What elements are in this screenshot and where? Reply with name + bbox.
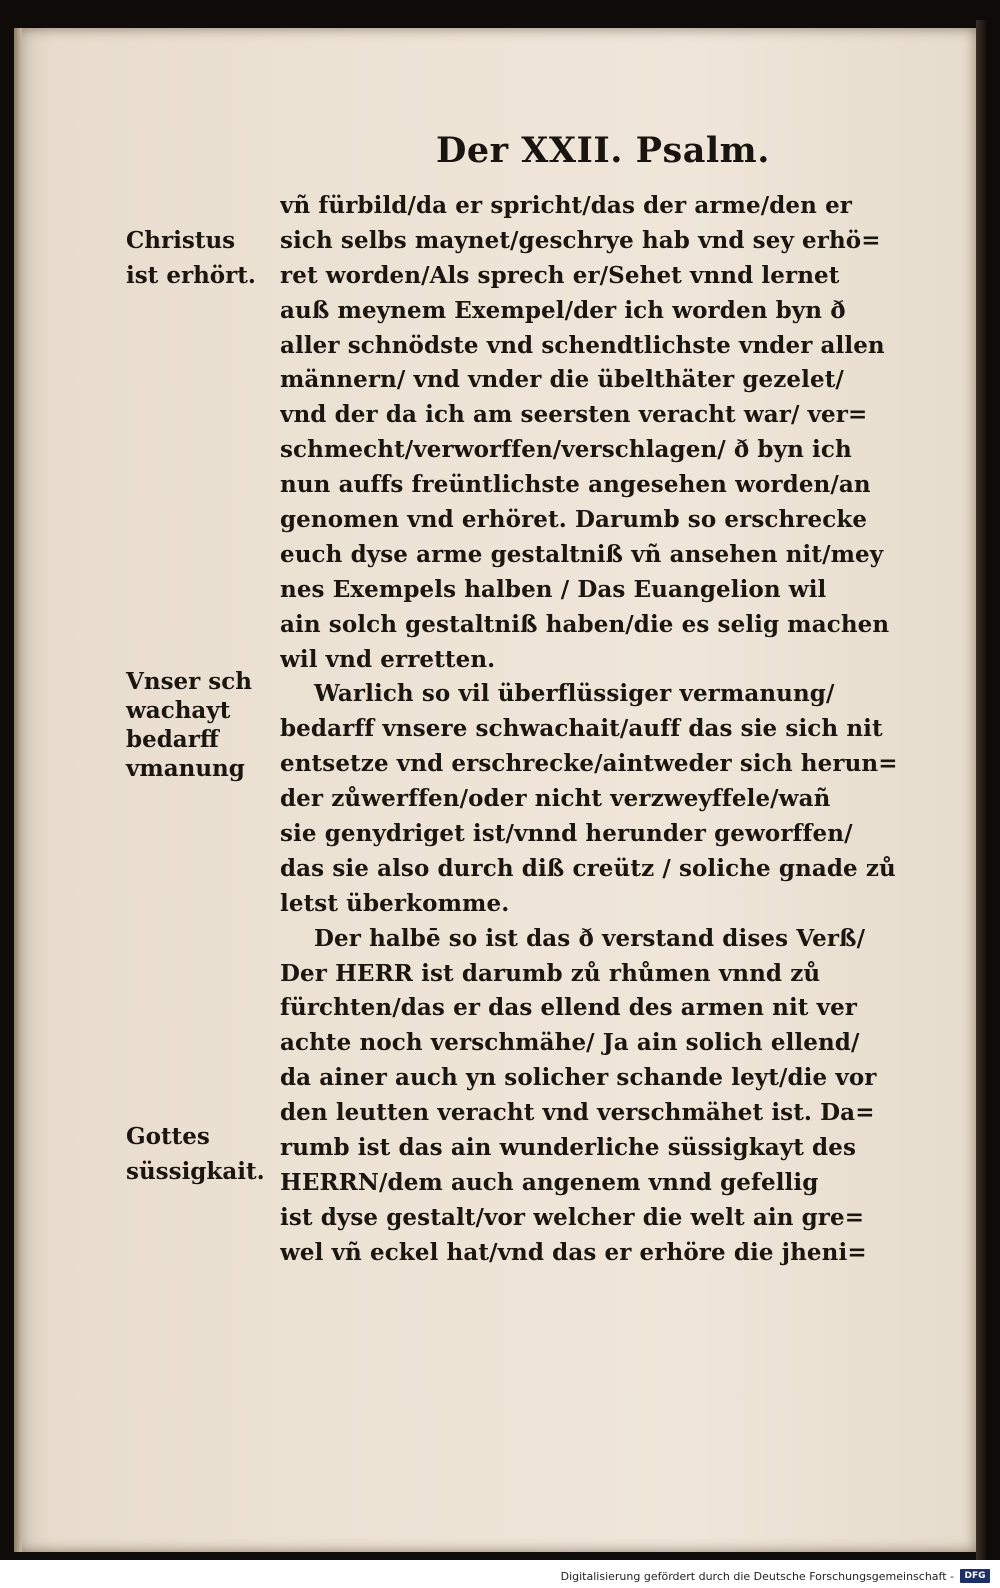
text-line: rumb ist das ain wunderliche süssigkayt des xyxy=(280,1134,856,1162)
margin-note-line: vmanung xyxy=(126,755,245,782)
text-line: ain solch gestaltniß haben/die es selig machen xyxy=(280,610,890,638)
margin-note-line: Christus xyxy=(126,227,236,254)
text-line: wel vñ eckel hat/vnd das er erhöre die jheni= xyxy=(280,1238,867,1266)
margin-note-gottes xyxy=(126,1120,265,1190)
text-line: den leutten veracht vnd verschmähet ist. Da= xyxy=(280,1099,875,1127)
text-line: achte noch verschmähe/ Ja ain solich ellend/ xyxy=(280,1029,860,1057)
text-line: nes Exempels halben / Das Euangelion wil xyxy=(280,575,827,603)
text-line: Der halbē so ist das ð verstand dises Verß/ xyxy=(314,924,866,952)
margin-note-line: Vnser sch xyxy=(126,668,252,695)
text-line: der zůwerffen/oder nicht verzweyffele/wañ xyxy=(280,785,831,813)
margin-note-christus xyxy=(126,224,256,294)
running-head: Der XXII. Psalm. xyxy=(436,130,770,171)
text-line: letst überkomme. xyxy=(280,889,510,917)
text-line: wil vnd erretten. xyxy=(280,645,496,673)
text-line: sie genydriget ist/vnnd herunder geworffen/ xyxy=(280,820,853,848)
text-line: HERRN/dem auch angenem vnnd gefellig xyxy=(280,1168,819,1196)
text-line: sich selbs maynet/geschrye hab vnd sey erhö= xyxy=(280,226,881,254)
margin-note-vnser xyxy=(126,667,252,783)
text-line: nun auffs freüntlichste angesehen worden/an xyxy=(280,471,871,499)
text-line: auß meynem Exempel/der ich worden byn ð xyxy=(280,296,846,324)
page-gutter-shadow xyxy=(14,28,22,1552)
text-line: euch dyse arme gestaltniß vñ ansehen nit/mey xyxy=(280,540,884,568)
text-line: da ainer auch yn solicher schande leyt/die vor xyxy=(280,1064,877,1092)
digitization-credit: Digitalisierung gefördert durch die Deutsche Forschungsgemeinschaft - xyxy=(560,1570,954,1583)
text-line: männern/ vnd vnder die übelthäter gezelet/ xyxy=(280,366,844,394)
text-line: vnd der da ich am seersten veracht war/ ver= xyxy=(280,401,868,429)
margin-note-line: wachayt xyxy=(126,697,231,724)
page-right-edge xyxy=(976,20,986,1560)
margin-note-line: Gottes xyxy=(126,1123,210,1150)
text-line: das sie also durch diß creütz / soliche gnade zů xyxy=(280,854,896,882)
text-line: schmecht/verworffen/verschlagen/ ð byn ich xyxy=(280,436,852,464)
text-line: vñ fürbild/da er spricht/das der arme/den er xyxy=(280,192,853,219)
text-line: aller schnödste vnd schendtlichste vnder allen xyxy=(280,331,885,359)
margin-note-line: süssigkait. xyxy=(126,1157,265,1185)
text-line: bedarff vnsere schwachait/auff das sie sich nit xyxy=(280,715,883,743)
margin-note-line: ist erhört. xyxy=(126,261,256,289)
body-text xyxy=(280,189,945,1271)
text-line: fürchten/das er das ellend des armen nit ver xyxy=(280,994,858,1022)
text-line: Der HERR ist darumb zů rhůmen vnnd zů xyxy=(280,959,821,987)
text-line: entsetze vnd erschrecke/aintweder sich herun= xyxy=(280,750,898,778)
text-line: genomen vnd erhöret. Darumb so erschrecke xyxy=(280,506,868,534)
dfg-logo: DFG xyxy=(960,1569,990,1583)
text-line: Warlich so vil überflüssiger vermanung/ xyxy=(314,680,835,708)
margin-note-line: bedarff xyxy=(126,726,219,753)
text-line: ret worden/Als sprech er/Sehet vnnd lernet xyxy=(280,261,840,289)
text-line: ist dyse gestalt/vor welcher die welt ain gre= xyxy=(280,1203,865,1231)
